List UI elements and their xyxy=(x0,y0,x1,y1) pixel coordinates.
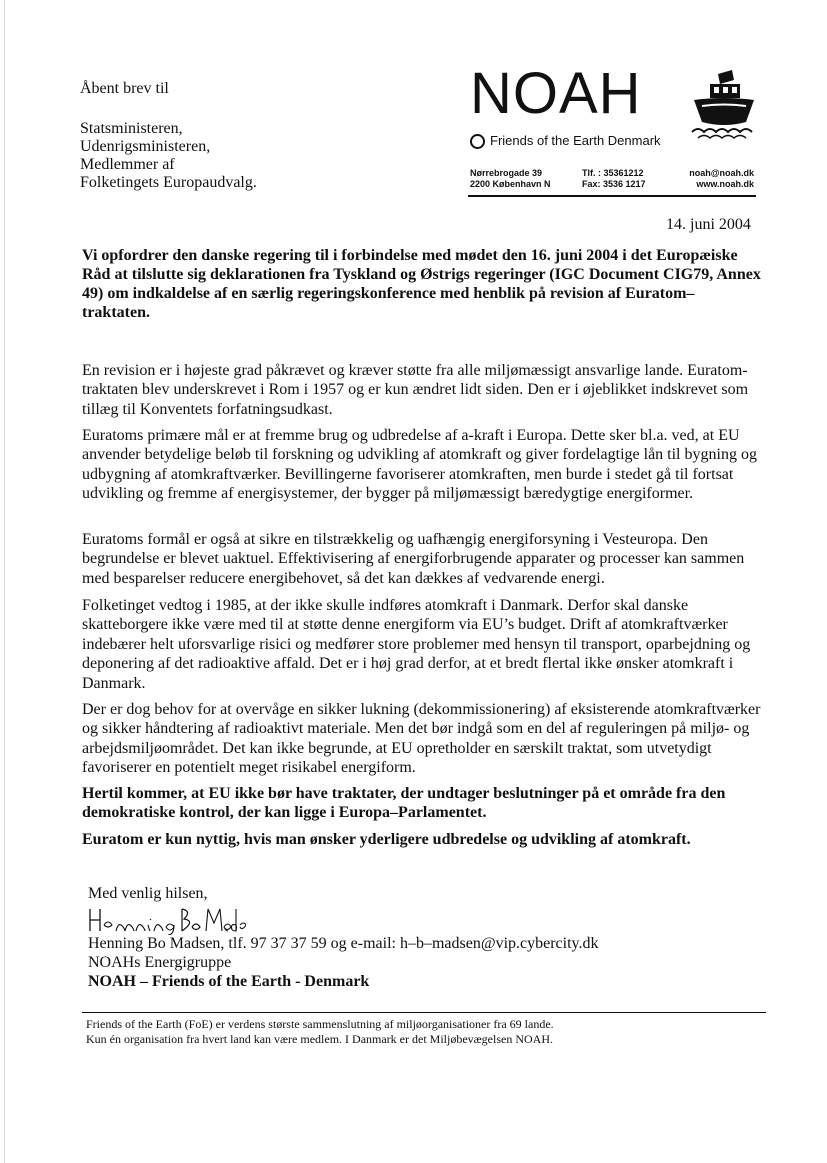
contact-phone xyxy=(582,168,646,190)
noah-logo-wordmark: NOAH xyxy=(470,61,642,126)
signer-block xyxy=(88,934,599,991)
recipient-line: Udenrigsministeren, xyxy=(80,138,211,155)
recipient-block xyxy=(80,80,257,192)
recipient-line: Folketingets Europaudvalg. xyxy=(80,174,257,191)
body-paragraph: Euratoms formål er også at sikre en tilstrækkelig og uafhængig energiforsyning i Vesteuropa. Den begrundelse er blevet uaktuel. Effektivisering af energiforbrugende apparater og processer kan sammen med besparelser reducere energibehovet, så det kan dækkes af vedvarende energi. xyxy=(82,531,745,587)
ark-boat-icon xyxy=(688,66,760,146)
bold-statement: Hertil kommer, at EU ikke bør have traktater, der undtager beslutninger på et område fra den demokratiske kontrol, der kan ligge i Europa–Parlamentet. xyxy=(82,785,726,822)
ring-icon xyxy=(470,134,485,149)
contact-city: 2200 København N xyxy=(470,179,551,189)
logo-subtitle-text: Friends of the Earth Denmark xyxy=(490,133,661,148)
scan-edge-line xyxy=(4,0,5,1163)
handwritten-signature xyxy=(86,905,246,935)
signer-organisation: NOAH – Friends of the Earth - Denmark xyxy=(88,973,370,990)
signer-contact: Henning Bo Madsen, tlf. 97 37 37 59 og e-mail: h–b–madsen@vip.cybercity.dk xyxy=(88,935,599,952)
closing-salutation: Med venlig hilsen, xyxy=(88,885,208,902)
contact-website: www.noah.dk xyxy=(696,179,754,189)
signer-group: NOAHs Energigruppe xyxy=(88,954,232,971)
bold-statement: Euratom er kun nyttig, hvis man ønsker yderligere udbredelse og udvikling af atomkraft. xyxy=(82,831,691,848)
contact-web xyxy=(684,168,754,190)
lead-paragraph: Vi opfordrer den danske regering til i forbindelse med mødet den 16. juni 2004 i det Europæiske Råd at tilslutte sig deklarationen fra Tyskland og Østrigs regeringer (IGC Document CIG79, Annex 49) om indkaldelse af en særlig regeringskonference med henblik på revision af Euratom–traktaten. xyxy=(82,247,761,321)
footer-line: Friends of the Earth (FoE) er verdens største sammenslutning af miljøorganisationer fra 69 lande. xyxy=(86,1017,554,1031)
contact-address xyxy=(470,168,551,190)
footer-line: Kun én organisation fra hvert land kan være medlem. I Danmark er det Miljøbevægelsen NOAH. xyxy=(86,1032,553,1046)
letter-greeting: Åbent brev til xyxy=(80,80,169,97)
contact-email: noah@noah.dk xyxy=(689,168,754,178)
body-paragraph: Folketinget vedtog i 1985, at der ikke skulle indføres atomkraft i Danmark. Derfor skal danske skatteborgere ikke være med til at støtte denne energiform via EU’s budget. Drift af atomkraftværker indebærer helt uforsvarlige risici og medfører store problemer med hensyn til transport, oparbejdning og deponering af det radioaktive affald. Det er i høj grad derfor, at et bredt flertal ikke ønsker atomkraft i Danmark. xyxy=(82,597,751,692)
header-divider xyxy=(468,195,756,197)
footer-divider xyxy=(82,1012,766,1013)
contact-fax: Fax: 3536 1217 xyxy=(582,179,646,189)
recipient-line: Medlemmer af xyxy=(80,156,175,173)
body-paragraph: Der er dog behov for at overvåge en sikker lukning (dekommissionering) af eksisterende atomkraftværker og sikker håndtering af radioaktivt materiale. Men det bør indgå som en del af reguleringen på miljø- og arbejdsmiljøområdet. Det kan ikke begrunde, at EU opretholder en særskilt traktat, som utvetydigt favoriserer en potentielt meget risikabel energiform. xyxy=(82,701,761,777)
contact-street: Nørrebrogade 39 xyxy=(470,168,543,178)
noah-logo-subtitle xyxy=(470,133,661,149)
letter-date: 14. juni 2004 xyxy=(666,216,751,233)
footer-note xyxy=(86,1017,554,1047)
body-paragraph: En revision er i højeste grad påkrævet og kræver støtte fra alle miljømæssigt ansvarlige lande. Euratom-traktaten blev underskrevet i Rom i 1957 og er kun ændret lidt siden. Den er i øjeblikket indskrevet som tillæg til Konventets forfatningsudkast. xyxy=(82,362,749,418)
recipient-line: Statsministeren, xyxy=(80,120,183,137)
body-paragraph: Euratoms primære mål er at fremme brug og udbredelse af a-kraft i Europa. Dette sker bl.a. ved, at EU anvender betydelige beløb til forskning og udvikling af atomkraft og giver fordelagtige lån til bygning og udbygning af atomkraftværker. Bevillingerne favoriserer atomkraften, men burde i stedet gå til fortsat udvikling og fremme af energisystemer, der bygger på miljømæssigt bæredygtige energiformer. xyxy=(82,427,757,503)
contact-tlf: Tlf. : 35361212 xyxy=(582,168,644,178)
